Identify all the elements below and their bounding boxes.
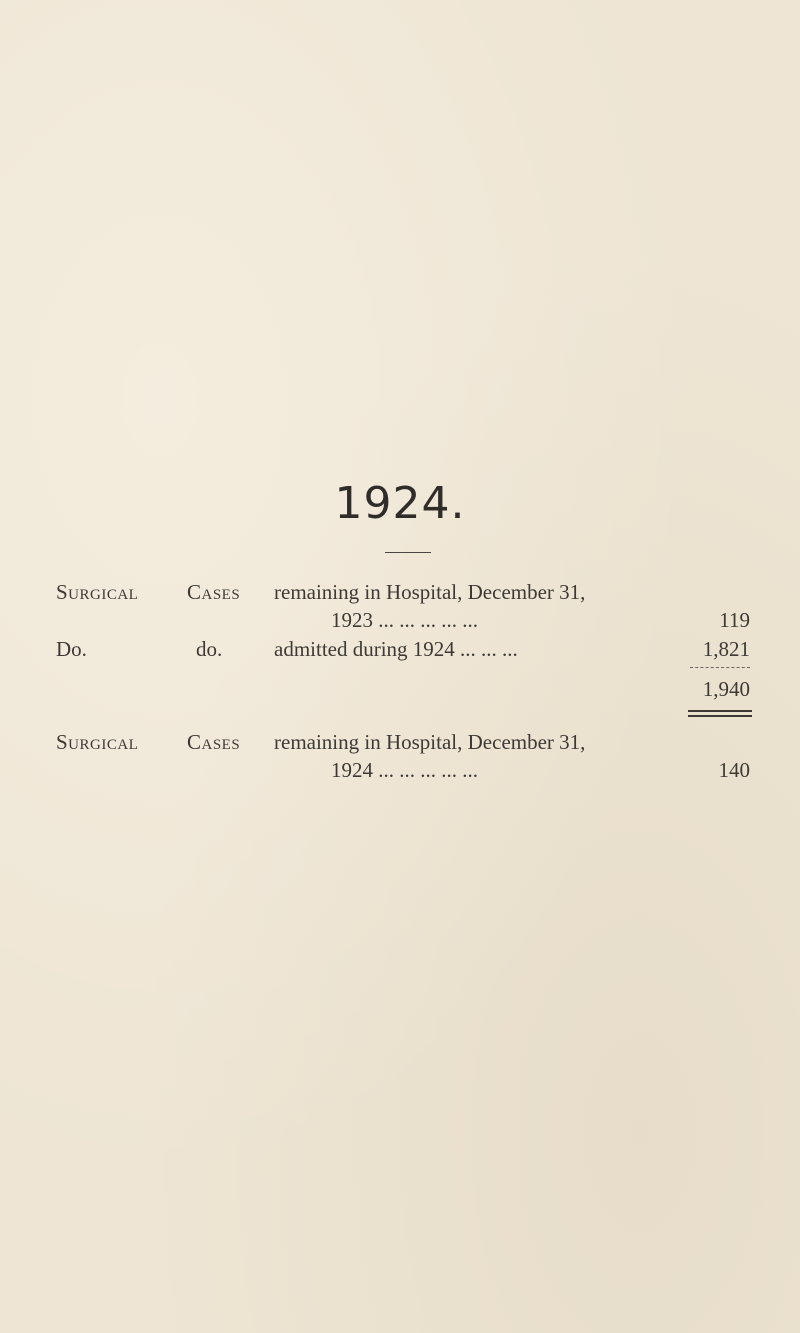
row-1-description-line-2: 1923 ... ... ... ... ... xyxy=(331,608,478,632)
final-row-label-cases: Cases xyxy=(187,730,241,754)
title-divider xyxy=(385,552,431,553)
total-value: 1,940 xyxy=(702,677,750,701)
page-title: 1924. xyxy=(334,478,466,529)
final-row-description-line-2: 1924 ... ... ... ... ... xyxy=(331,758,478,782)
total-double-rule xyxy=(688,710,752,717)
row-1-description-line-1: remaining in Hospital, December 31, xyxy=(274,580,586,604)
final-row-value: 140 xyxy=(718,758,750,782)
row-1-label-surgical: Surgical xyxy=(56,580,139,604)
final-row-description-line-1: remaining in Hospital, December 31, xyxy=(274,730,586,754)
row-2-label-do-lower: do. xyxy=(196,637,223,661)
row-2-value: 1,821 xyxy=(702,637,750,661)
row-1-label-cases: Cases xyxy=(187,580,241,604)
row-2-label-do: Do. xyxy=(56,637,87,661)
final-row-label-surgical: Surgical xyxy=(56,730,139,754)
subtotal-rule xyxy=(690,667,750,668)
row-2-description: admitted during 1924 ... ... ... xyxy=(274,637,518,661)
row-1-value: 119 xyxy=(719,608,750,632)
